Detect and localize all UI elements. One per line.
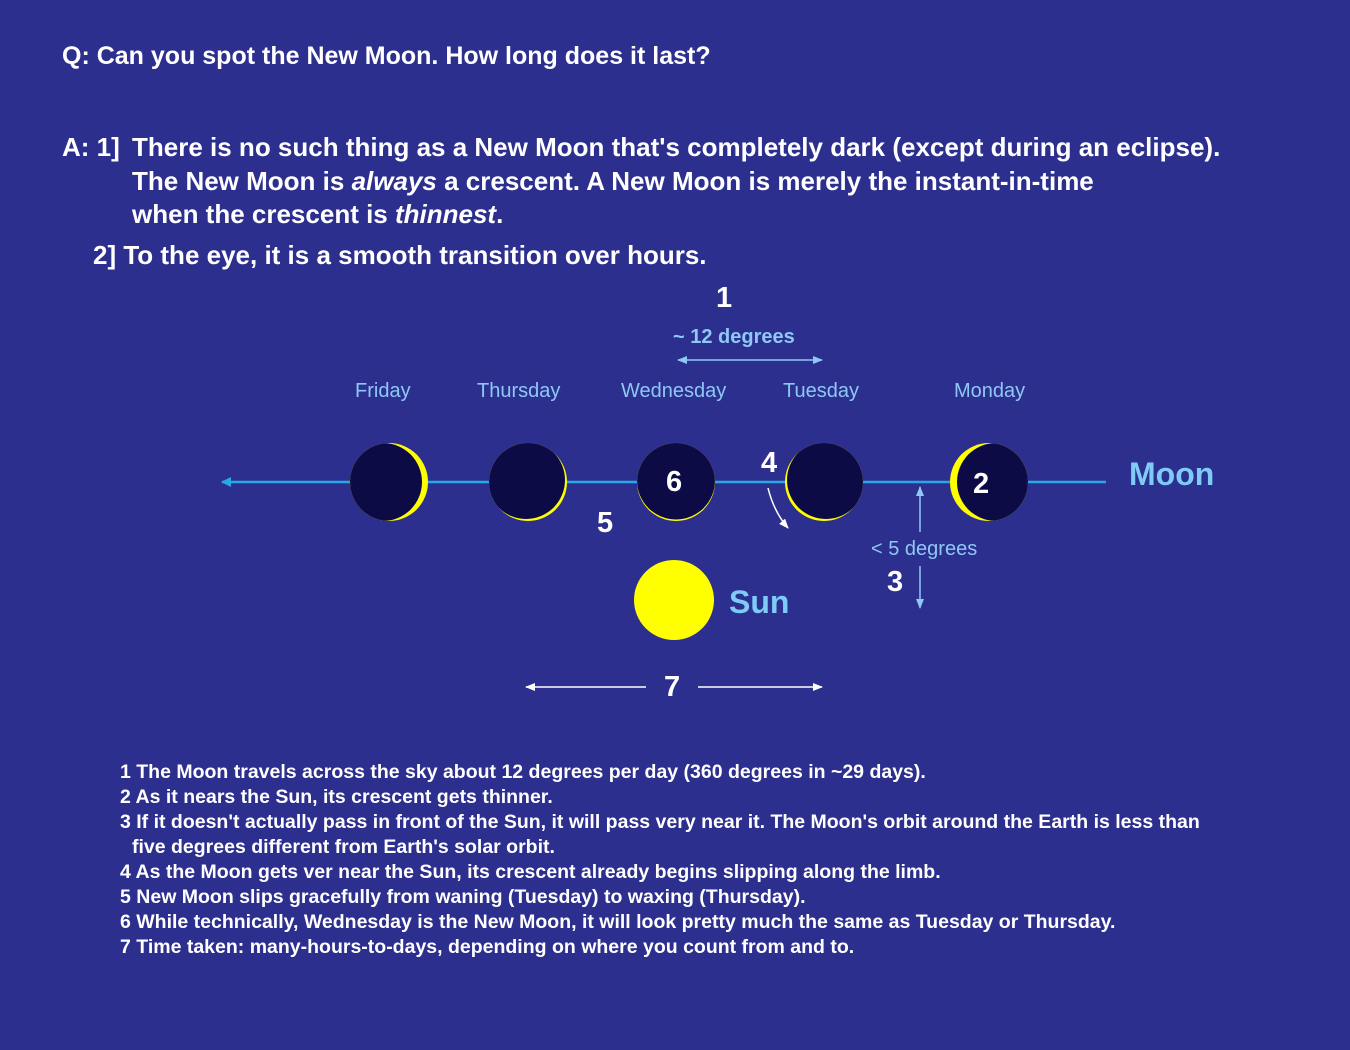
emphasis-always: always <box>351 166 437 196</box>
marker-4: 4 <box>761 447 778 479</box>
marker-3: 3 <box>887 566 904 598</box>
question-text: Q: Can you spot the New Moon. How long does it last? <box>62 42 711 70</box>
limb-slip-arrow <box>768 488 788 528</box>
marker-5: 5 <box>597 507 614 539</box>
footnote-6: 6 While technically, Wednesday is the New Moon, it will look pretty much the same as Tuesday or Thursday. <box>120 911 1116 933</box>
marker-2: 2 <box>973 468 990 500</box>
footnotes <box>120 760 1200 960</box>
answer-point-2: 2] To the eye, it is a smooth transition over hours. <box>93 240 707 270</box>
footnote-7: 7 Time taken: many-hours-to-days, depending on where you count from and to. <box>120 936 855 958</box>
footnote-3-cont: five degrees different from Earth's solar orbit. <box>132 836 555 858</box>
answer-line-1: There is no such thing as a New Moon that's completely dark (except during an eclipse). <box>132 132 1221 162</box>
answer-lead: A: 1] <box>62 132 120 162</box>
marker-6: 6 <box>666 466 683 498</box>
emphasis-thinnest: thinnest <box>394 199 497 229</box>
sun-disc <box>634 560 714 640</box>
twelve-degrees-label: ~ 12 degrees <box>673 326 795 348</box>
answer-line-2: The New Moon is always a crescent. A New Moon is merely the instant-in-time <box>132 166 1094 196</box>
moon-thursday <box>487 441 567 521</box>
marker-7: 7 <box>664 671 681 703</box>
day-label-wednesday: Wednesday <box>621 380 727 402</box>
footnote-5: 5 New Moon slips gracefully from waning (Tuesday) to waxing (Thursday). <box>120 886 806 908</box>
day-label-friday: Friday <box>355 380 411 402</box>
moon-label: Moon <box>1129 456 1215 492</box>
day-label-tuesday: Tuesday <box>783 380 859 402</box>
marker-1: 1 <box>716 282 733 314</box>
answer-line-3: when the crescent is thinnest. <box>132 199 504 229</box>
footnote-1: 1 The Moon travels across the sky about 12 degrees per day (360 degrees in ~29 days). <box>120 761 926 783</box>
footnote-2: 2 As it nears the Sun, its crescent gets thinner. <box>120 786 553 808</box>
moon-tuesday <box>785 441 865 521</box>
sun-label: Sun <box>729 584 790 620</box>
five-degrees-label: < 5 degrees <box>871 538 978 560</box>
day-label-monday: Monday <box>954 380 1026 402</box>
footnote-4: 4 As the Moon gets ver near the Sun, its crescent already begins slipping along the limb. <box>120 861 941 883</box>
day-label-thursday: Thursday <box>477 380 561 402</box>
moon-monday <box>950 443 1035 521</box>
footnote-3: 3 If it doesn't actually pass in front of the Sun, it will pass very near it. The Moon's orbit around the Earth is less than <box>120 811 1200 833</box>
moon-friday <box>344 443 428 521</box>
